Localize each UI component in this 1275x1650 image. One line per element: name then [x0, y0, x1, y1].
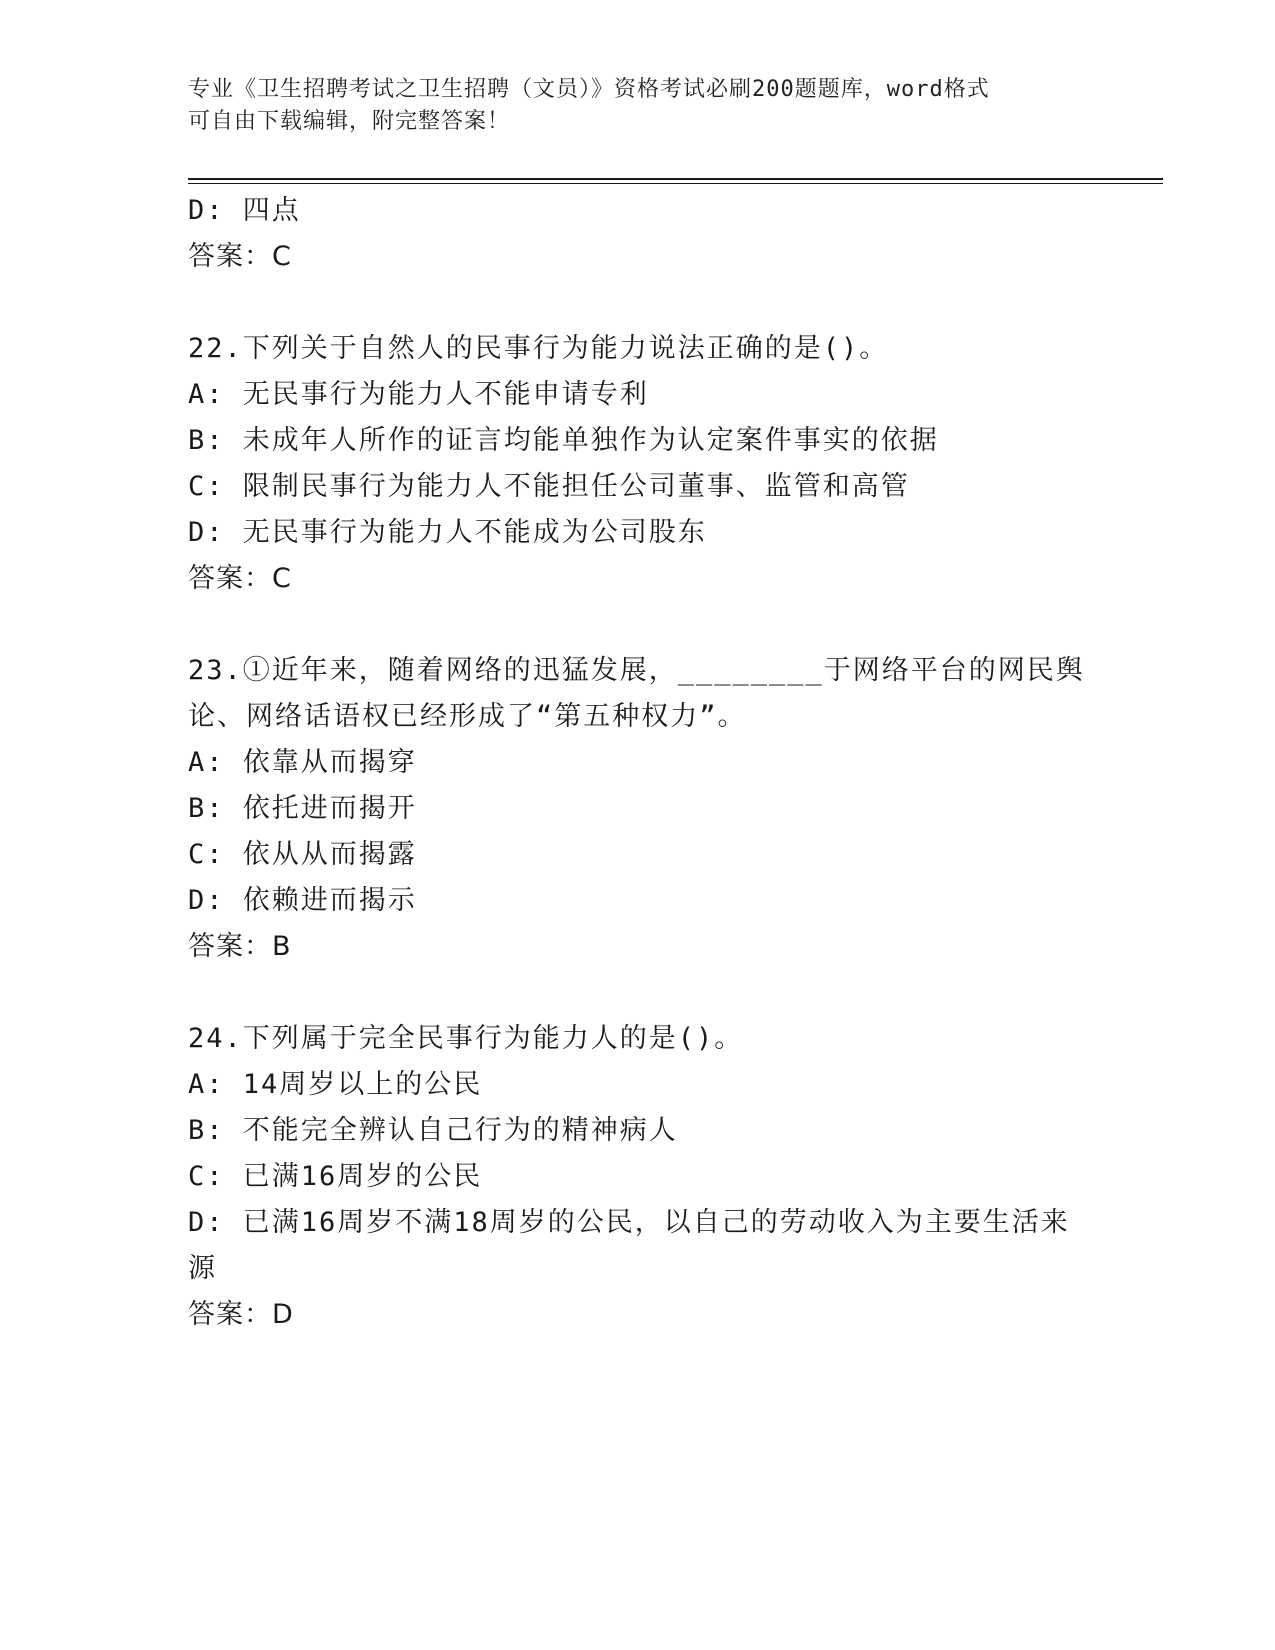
question-block-prev	[188, 188, 1088, 280]
option-b: B: 未成年人所作的证言均能单独作为认定案件事实的依据	[188, 425, 939, 456]
option-c: C: 限制民事行为能力人不能担任公司董事、监管和高管	[188, 471, 910, 502]
option-d: D: 已满16周岁不满18周岁的公民，以自己的劳动收入为主要生活来源	[188, 1207, 1070, 1284]
question-block-24	[188, 1016, 1088, 1338]
option-d: D: 依赖进而揭示	[188, 885, 417, 916]
answer-label: 答案：D	[188, 1299, 294, 1330]
option-d: D: 四点	[188, 195, 301, 226]
option-a: A: 无民事行为能力人不能申请专利	[188, 379, 649, 410]
spacer	[188, 280, 1088, 326]
answer-label: 答案：B	[188, 931, 292, 962]
option-b: B: 依托进而揭开	[188, 793, 417, 824]
document-header	[188, 74, 1088, 138]
header-divider-thin	[188, 183, 1163, 184]
question-stem: 22.下列关于自然人的民事行为能力说法正确的是()。	[188, 333, 889, 364]
question-stem: 24.下列属于完全民事行为能力人的是()。	[188, 1023, 744, 1054]
spacer	[188, 970, 1088, 1016]
answer-label: 答案：C	[188, 563, 292, 594]
option-c: C: 依从从而揭露	[188, 839, 417, 870]
spacer	[188, 602, 1088, 648]
question-list	[188, 188, 1088, 1338]
header-divider-thick	[188, 178, 1163, 180]
option-b: B: 不能完全辨认自己行为的精神病人	[188, 1115, 678, 1146]
option-d: D: 无民事行为能力人不能成为公司股东	[188, 517, 707, 548]
question-block-22	[188, 326, 1088, 602]
option-c: C: 已满16周岁的公民	[188, 1161, 483, 1192]
answer-label: 答案：C	[188, 241, 292, 272]
header-line-1: 专业《卫生招聘考试之卫生招聘（文员）》资格考试必刷200题题库，word格式	[188, 77, 990, 102]
question-stem: 23.①近年来，随着网络的迅猛发展，________于网络平台的网民舆论、网络话语权已经形成了“第五种权力”。	[188, 655, 1085, 732]
option-a: A: 14周岁以上的公民	[188, 1069, 483, 1100]
question-block-23	[188, 648, 1088, 970]
option-a: A: 依靠从而揭穿	[188, 747, 417, 778]
header-line-2: 可自由下载编辑，附完整答案！	[188, 109, 511, 134]
